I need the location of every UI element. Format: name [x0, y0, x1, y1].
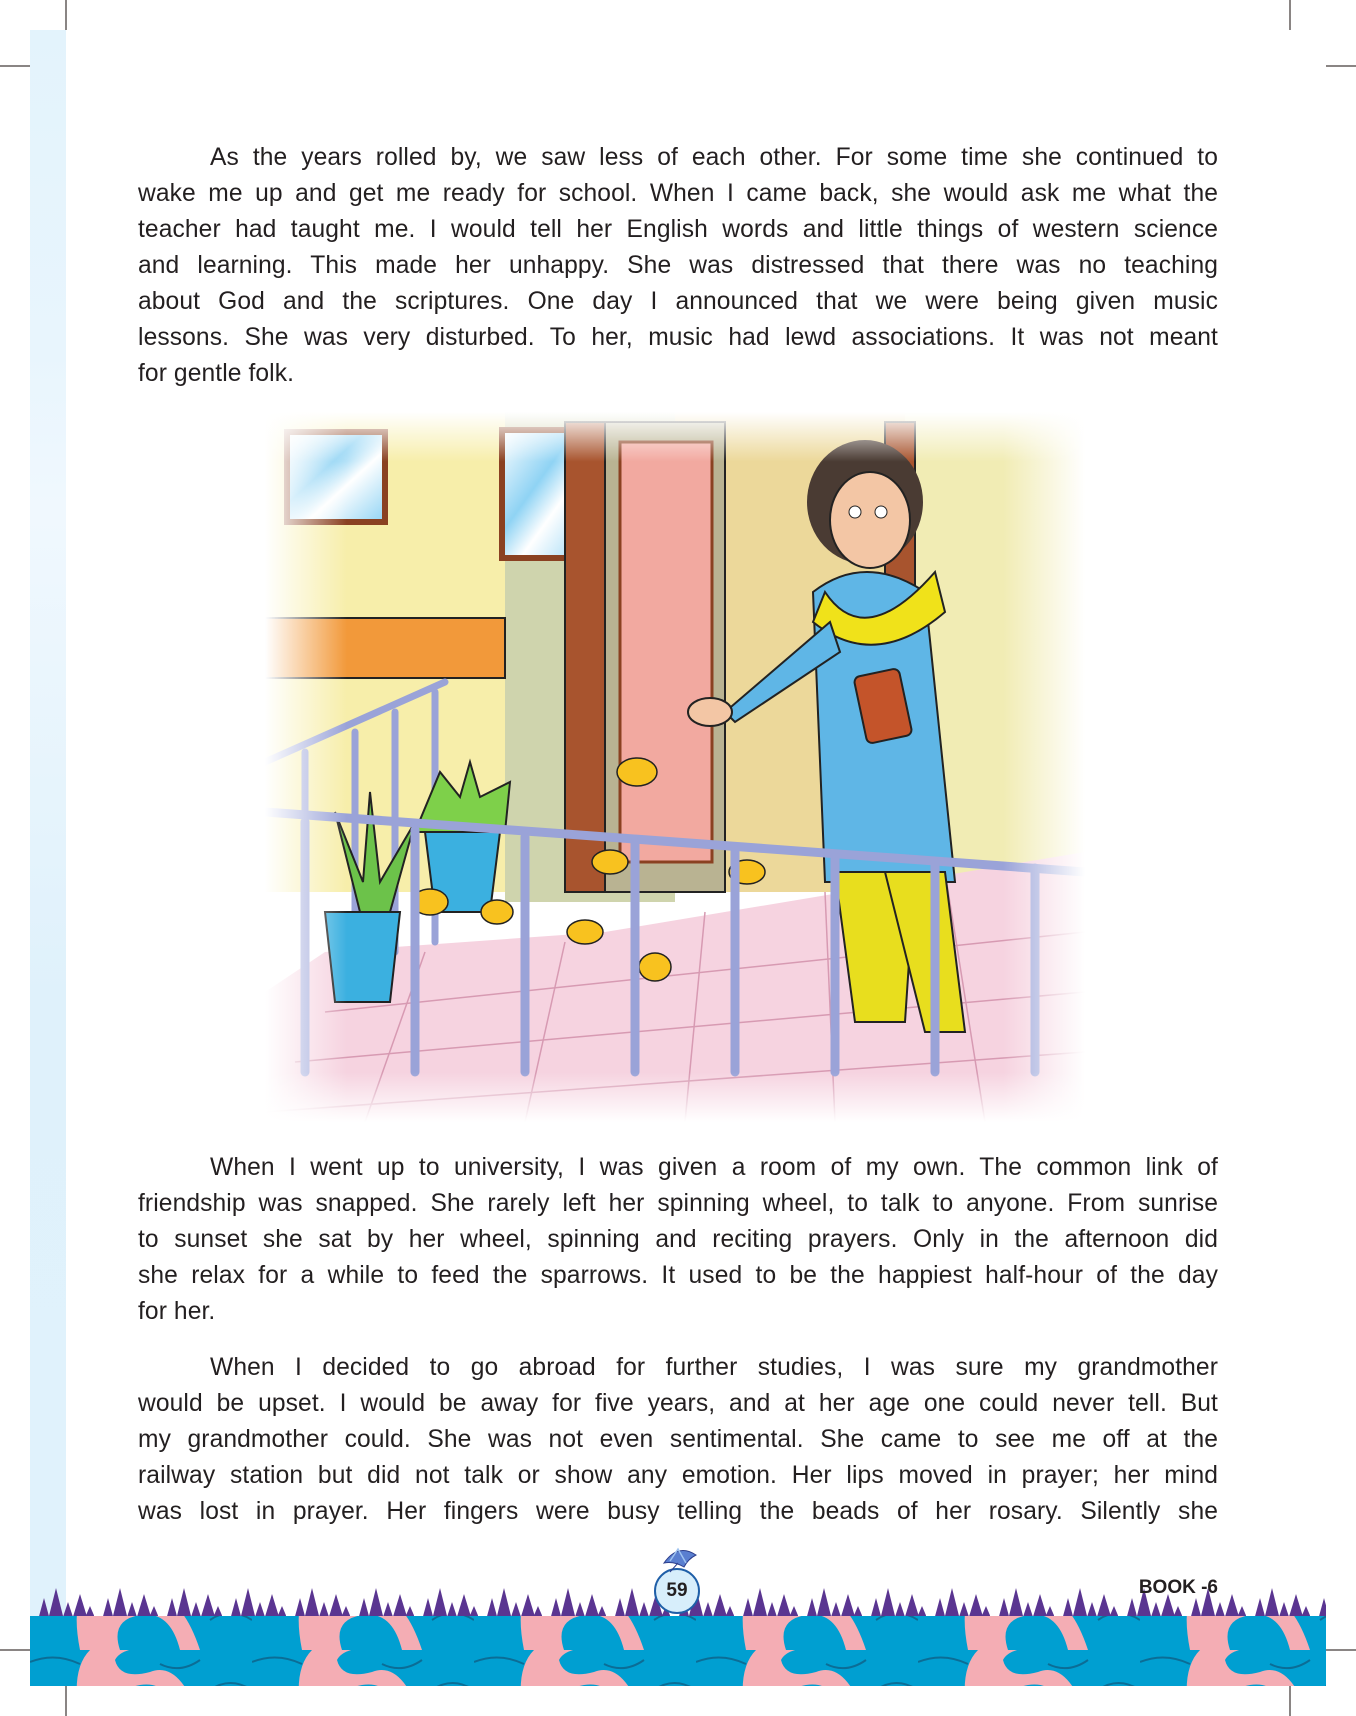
- page-number-badge: [654, 1568, 700, 1614]
- text-line: When I decided to go abroad for further studies, I was sure my grandmother: [210, 1354, 1218, 1381]
- text-line: was lost in prayer. Her fingers were busy telling the beads of her rosary. Silently she: [138, 1498, 1218, 1525]
- text-line: for gentle folk.: [138, 360, 295, 387]
- text-line: railway station but did not talk or show any emotion. Her lips moved in prayer; her mind: [138, 1462, 1218, 1489]
- text-line: teacher had taught me. I would tell her English words and little things of western science: [138, 216, 1218, 243]
- text-line: to sunset she sat by her wheel, spinning and reciting prayers. Only in the afternoon did: [138, 1226, 1218, 1253]
- text-line: for her.: [138, 1298, 216, 1325]
- paragraph-1: [138, 140, 1218, 392]
- text-line: she relax for a while to feed the sparrows. It used to be the happiest half-hour of the day: [138, 1262, 1218, 1289]
- page-number: 59: [666, 1580, 688, 1601]
- crop-mark-top-right-v: [1289, 0, 1291, 30]
- crop-mark-top-left-h: [0, 65, 30, 67]
- text-line: about God and the scriptures. One day I announced that we were being given music: [138, 288, 1218, 315]
- text-line: When I went up to university, I was given a room of my own. The common link of: [210, 1154, 1218, 1181]
- crop-mark-top-right-h: [1326, 65, 1356, 67]
- crop-mark-bottom-right-h: [1326, 1649, 1356, 1651]
- text-line: and learning. This made her unhappy. She was distressed that there was no teaching: [138, 252, 1218, 279]
- text-line: would be upset. I would be away for five years, and at her age one could never tell. But: [138, 1390, 1218, 1417]
- crop-mark-bottom-left-h: [0, 1649, 30, 1651]
- paragraph-3: [138, 1350, 1218, 1530]
- text-line: As the years rolled by, we saw less of each other. For some time she continued to: [210, 144, 1218, 171]
- text-line: wake me up and get me ready for school. When I came back, she would ask me what the: [138, 180, 1218, 207]
- text-line: my grandmother could. She was not even sentimental. She came to see me off at the: [138, 1426, 1218, 1453]
- story-illustration: [265, 412, 1085, 1122]
- crop-mark-bottom-left-v: [65, 1686, 67, 1716]
- paragraph-2: [138, 1150, 1218, 1330]
- text-line: friendship was snapped. She rarely left her spinning wheel, to talk to anyone. From sunrise: [138, 1190, 1218, 1217]
- crop-mark-bottom-right-v: [1289, 1686, 1291, 1716]
- page-margin-strip: [30, 30, 66, 1634]
- book-label: BOOK -6: [1138, 1577, 1218, 1598]
- text-line: lessons. She was very disturbed. To her, music had lewd associations. It was not meant: [138, 324, 1218, 351]
- kite-umbrella-icon: [660, 1545, 700, 1573]
- crop-mark-top-left-v: [65, 0, 67, 30]
